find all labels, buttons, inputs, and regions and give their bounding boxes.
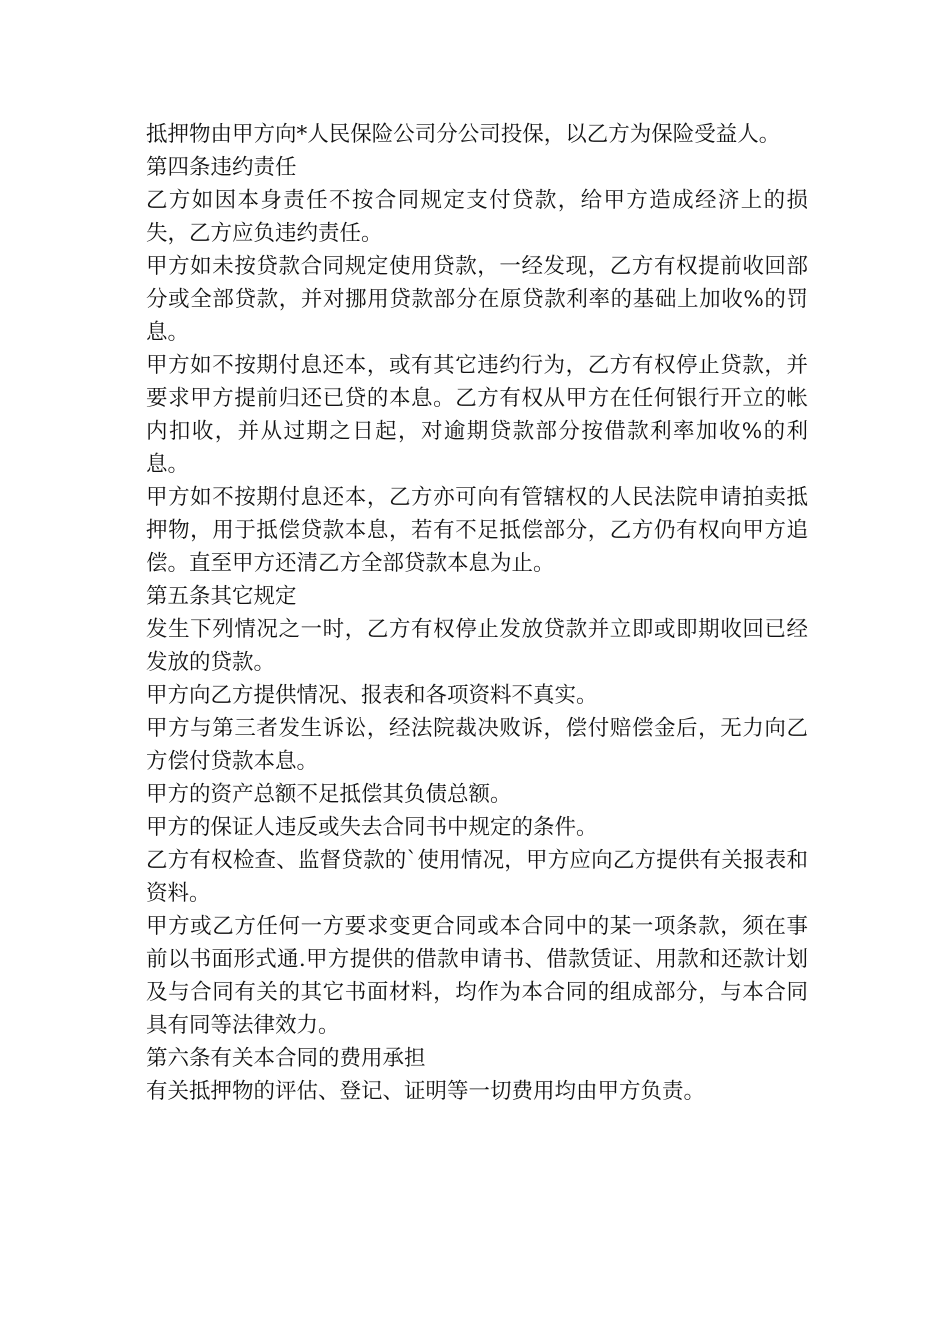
paragraph-default-interest: 甲方如不按期付息还本，或有其它违约行为，乙方有权停止贷款，并要求甲方提前归还已贷的本息。乙方有权从甲方在任何银行开立的帐内扣收，并从过期之日起，对逾期贷款部分按借款利率加收%的利息。 <box>146 353 808 477</box>
section-heading-article-5: 第五条其它规定 <box>146 584 297 609</box>
document-page <box>146 118 808 1108</box>
paragraph-misuse-penalty: 甲方如未按贷款合同规定使用贷款，一经发现，乙方有权提前收回部分或全部贷款，并对挪用贷款部分在原贷款利率的基础上加收%的罚息。 <box>146 254 808 345</box>
paragraph-lender-liability: 乙方如因本身责任不按合同规定支付贷款，给甲方造成经济上的损失，乙方应负违约责任。 <box>146 188 808 246</box>
paragraph-insolvency: 甲方的资产总额不足抵偿其负债总额。 <box>146 782 512 807</box>
section-heading-article-4: 第四条违约责任 <box>146 155 297 180</box>
paragraph-litigation: 甲方与第三者发生诉讼，经法院裁决败诉，偿付赔偿金后，无力向乙方偿付贷款本息。 <box>146 716 808 774</box>
paragraph-amendment: 甲方或乙方任何一方要求变更合同或本合同中的某一项条款，须在事前以书面形式通.甲方提供的借款申请书、借款赁证、用款和还款计划及与合同有关的其它书面材料，均作为本合同的组成部分，与本合同具有同等法律效力。 <box>146 914 808 1038</box>
paragraph-inspection: 乙方有权检查、监督贷款的`使用情况，甲方应向乙方提供有关报表和资料。 <box>146 848 808 906</box>
paragraph-collateral-auction: 甲方如不按期付息还本，乙方亦可向有管辖权的人民法院申请拍卖抵押物，用于抵偿贷款本息，若有不足抵偿部分，乙方仍有权向甲方追偿。直至甲方还清乙方全部贷款本息为止。 <box>146 485 808 576</box>
paragraph-false-info: 甲方向乙方提供情况、报表和各项资料不真实。 <box>146 683 598 708</box>
paragraph-insurance: 抵押物由甲方向*人民保险公司分公司投保，以乙方为保险受益人。 <box>146 122 781 147</box>
section-heading-article-6: 第六条有关本合同的费用承担 <box>146 1046 426 1071</box>
paragraph-fees: 有关抵押物的评估、登记、证明等一切费用均由甲方负责。 <box>146 1079 706 1104</box>
paragraph-stop-lending: 发生下列情况之一时，乙方有权停止发放贷款并立即或即期收回已经发放的贷款。 <box>146 617 808 675</box>
paragraph-guarantor: 甲方的保证人违反或失去合同书中规定的条件。 <box>146 815 598 840</box>
